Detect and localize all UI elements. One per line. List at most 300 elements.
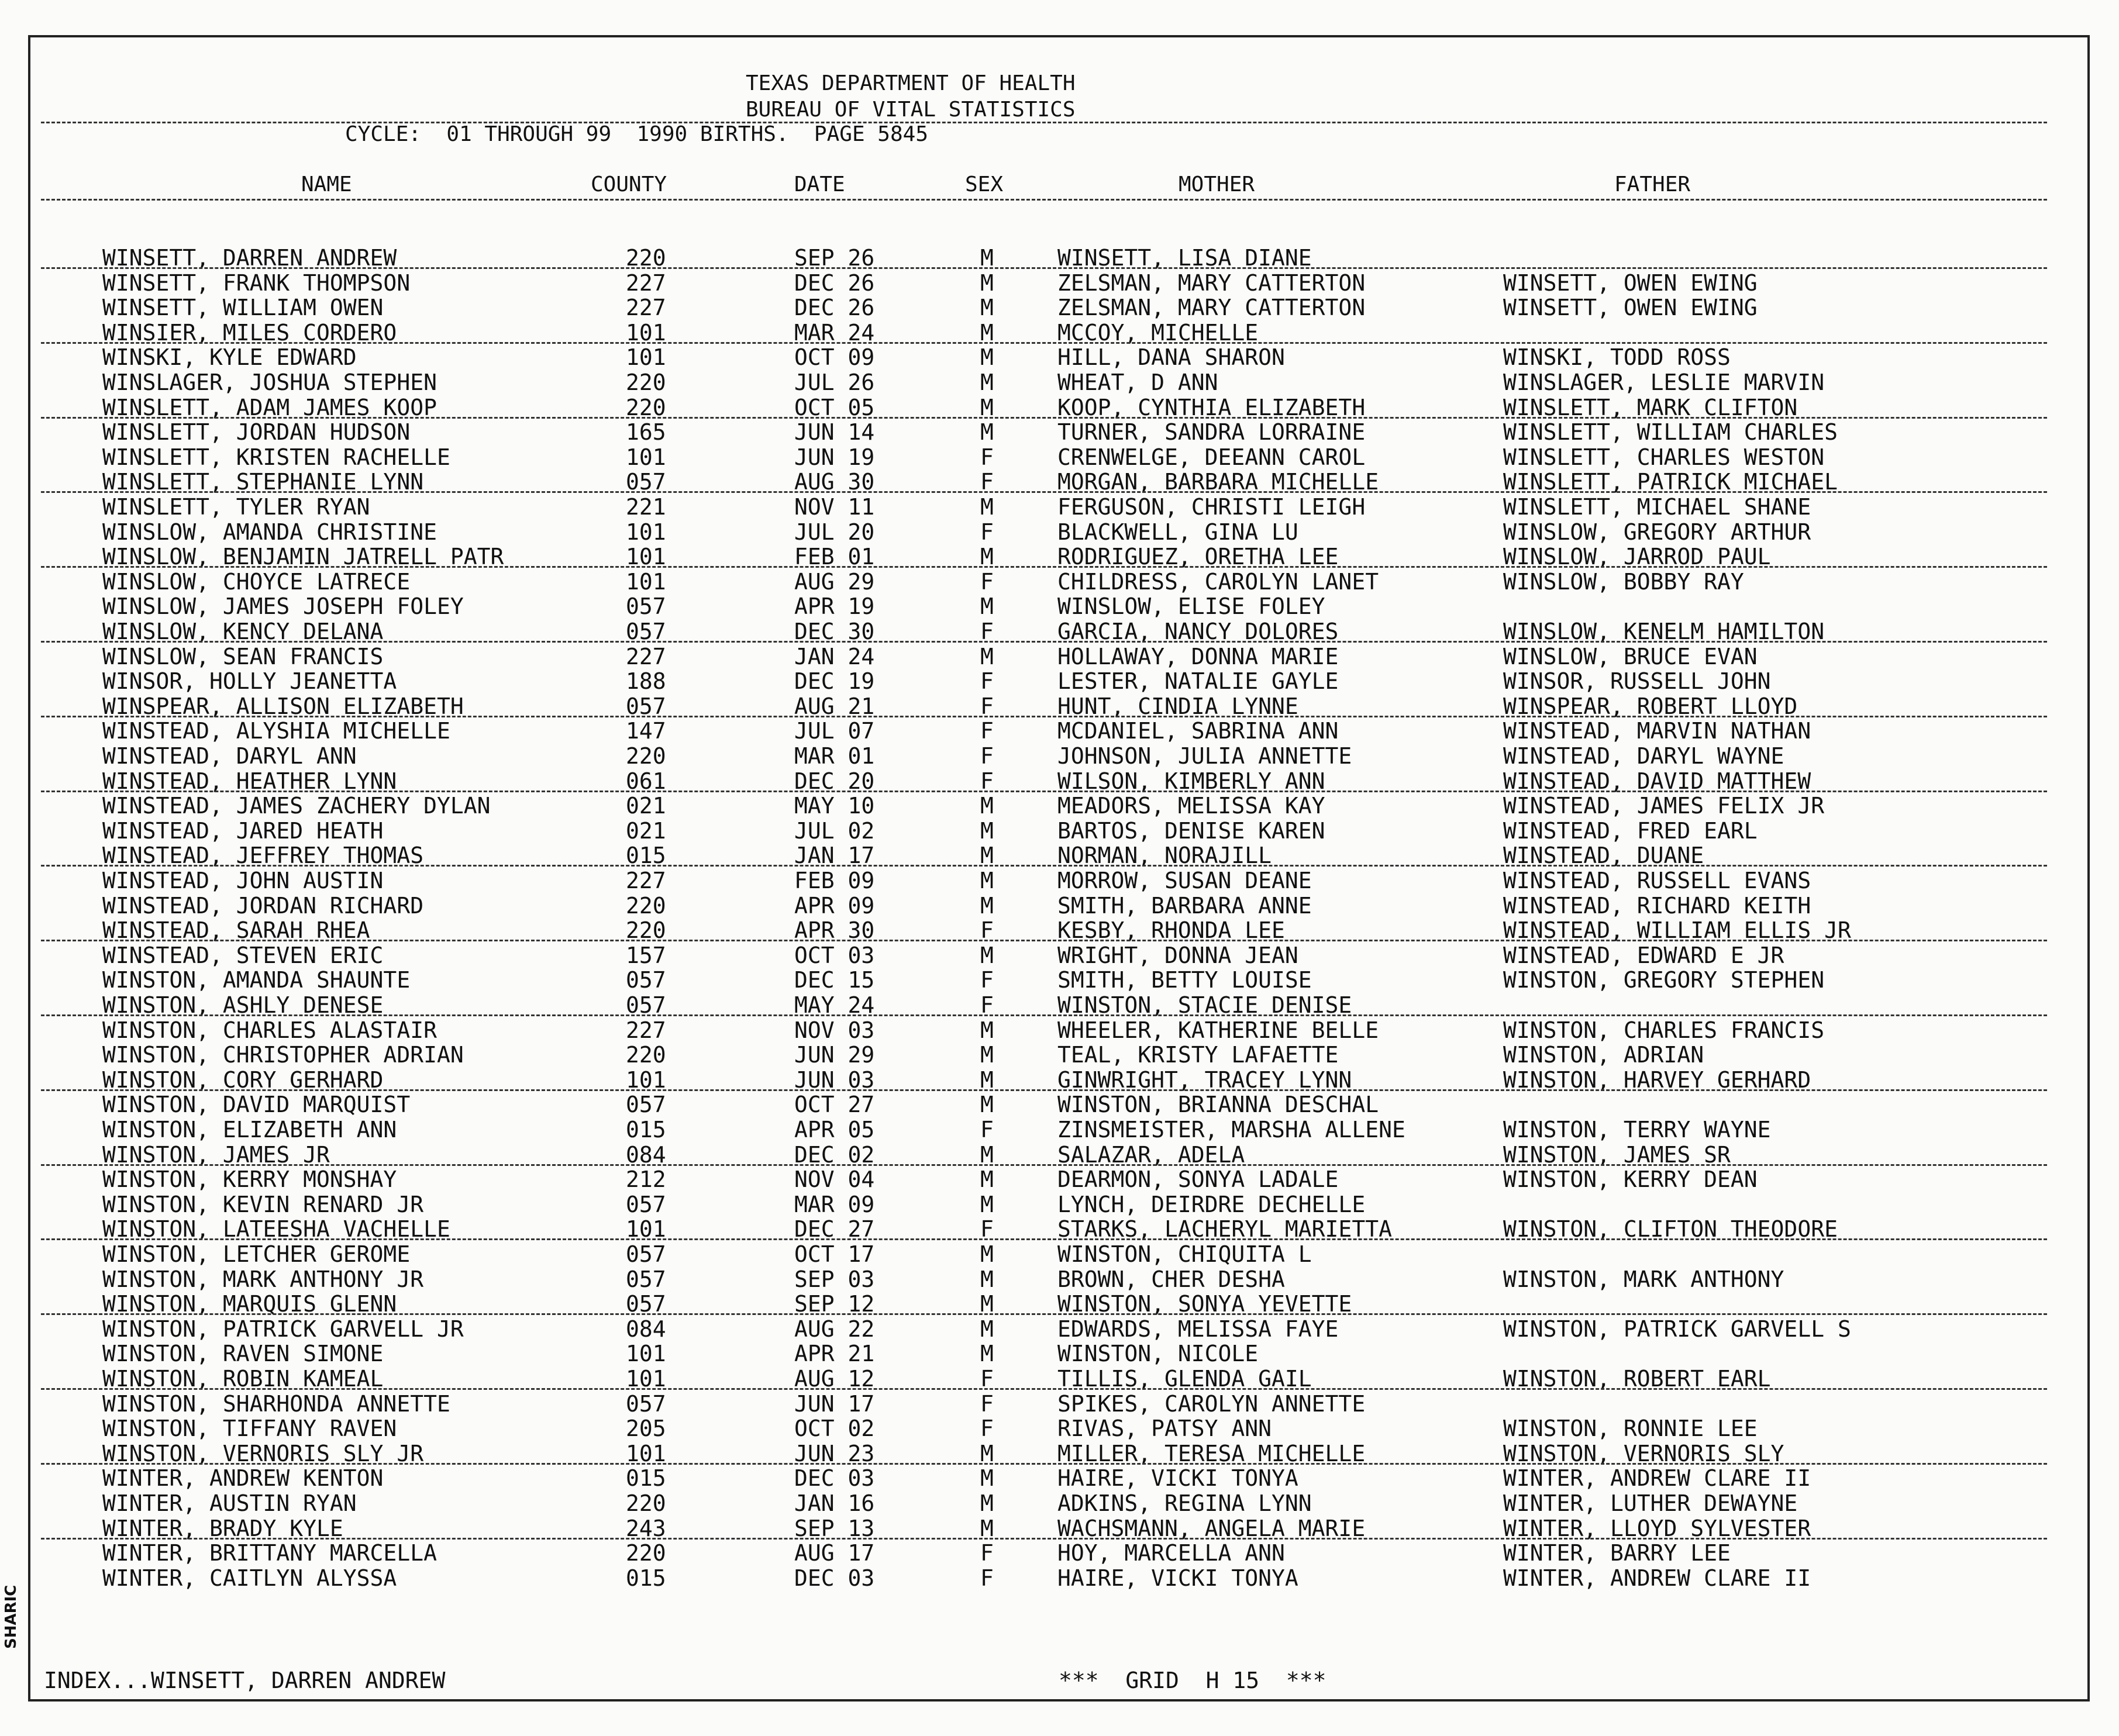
cell-date: DEC 03 <box>794 1465 875 1492</box>
cell-date: NOV 03 <box>794 1017 875 1043</box>
table-row <box>0 744 2119 768</box>
row-rule <box>41 641 2047 643</box>
table-row <box>0 1068 2119 1092</box>
cell-name: WINSOR, HOLLY JEANETTA <box>102 668 397 695</box>
table-row <box>0 1491 2119 1516</box>
cell-sex: M <box>980 868 994 893</box>
cell-sex: M <box>980 817 994 844</box>
table-row <box>0 395 2119 420</box>
cell-name: WINSTON, DAVID MARQUIST <box>102 1092 411 1118</box>
cell-mother: ADKINS, REGINA LYNN <box>1057 1490 1312 1516</box>
cell-date: JUN 23 <box>794 1440 875 1466</box>
cell-date: MAR 24 <box>794 319 875 346</box>
cell-sex: F <box>980 967 994 993</box>
cell-date: DEC 20 <box>794 768 875 794</box>
cell-father: WINSLETT, CHARLES WESTON <box>1503 444 1825 470</box>
cell-county: 057 <box>626 619 666 644</box>
table-row <box>0 1217 2119 1241</box>
cell-sex: M <box>980 892 994 919</box>
cell-date: JAN 17 <box>794 843 875 869</box>
cell-mother: WINSETT, LISA DIANE <box>1057 245 1312 271</box>
cell-county: 227 <box>626 270 666 296</box>
table-row <box>0 1043 2119 1067</box>
cell-county: 057 <box>626 593 666 620</box>
cell-county: 220 <box>626 1042 666 1068</box>
column-header-sex: SEX <box>965 172 1004 196</box>
row-rule <box>41 417 2047 419</box>
cell-name: WINTER, ANDREW KENTON <box>102 1465 384 1492</box>
cell-date: APR 19 <box>794 593 875 620</box>
cell-county: 220 <box>626 917 666 944</box>
table-row <box>0 868 2119 893</box>
cell-father: WINSTEAD, FRED EARL <box>1503 817 1758 844</box>
cell-sex: M <box>980 319 994 346</box>
table-row <box>0 445 2119 470</box>
cell-name: WINSTON, PATRICK GARVELL JR <box>102 1316 464 1342</box>
cell-name: WINSLETT, STEPHANIE LYNN <box>102 469 424 495</box>
table-row <box>0 1117 2119 1142</box>
cell-father: WINSLETT, PATRICK MICHAEL <box>1503 469 1838 495</box>
cell-mother: ZELSMAN, MARY CATTERTON <box>1057 270 1366 296</box>
cell-date: JAN 24 <box>794 643 875 669</box>
cell-name: WINSTON, MARK ANTHONY JR <box>102 1266 424 1292</box>
cell-name: WINSETT, FRANK THOMPSON <box>102 270 411 296</box>
cell-mother: MCDANIEL, SABRINA ANN <box>1057 718 1339 744</box>
cell-father: WINSTEAD, WILLIAM ELLIS JR <box>1503 917 1851 944</box>
cell-mother: SMITH, BARBARA ANNE <box>1057 892 1312 919</box>
cell-sex: M <box>980 295 994 321</box>
row-rule <box>41 1538 2047 1540</box>
table-row <box>0 495 2119 519</box>
cell-sex: M <box>980 370 994 395</box>
cell-sex: M <box>980 1017 994 1043</box>
cell-mother: KOOP, CYNTHIA ELIZABETH <box>1057 394 1366 420</box>
cell-name: WINSTON, LETCHER GEROME <box>102 1241 411 1267</box>
cell-mother: ZELSMAN, MARY CATTERTON <box>1057 295 1366 321</box>
row-rule <box>41 1313 2047 1315</box>
cell-date: DEC 02 <box>794 1141 875 1168</box>
cell-sex: M <box>980 1490 994 1516</box>
cell-county: 057 <box>626 469 666 495</box>
cell-name: WINSLOW, SEAN FRANCIS <box>102 643 384 669</box>
table-row <box>0 1366 2119 1391</box>
table-row <box>0 520 2119 544</box>
cell-father: WINTER, LUTHER DEWAYNE <box>1503 1490 1798 1516</box>
cell-father: WINSTON, VERNORIS SLY <box>1503 1440 1784 1466</box>
cell-sex: M <box>980 1465 994 1492</box>
row-rule <box>41 342 2047 344</box>
table-row <box>0 295 2119 320</box>
cell-sex: F <box>980 1366 994 1392</box>
cell-date: AUG 21 <box>794 693 875 719</box>
table-row <box>0 918 2119 943</box>
cell-mother: HAIRE, VICKI TONYA <box>1057 1565 1298 1591</box>
cell-date: APR 30 <box>794 917 875 944</box>
cell-name: WINSTEAD, STEVEN ERIC <box>102 942 384 968</box>
cell-mother: WACHSMANN, ANGELA MARIE <box>1057 1515 1366 1541</box>
cell-sex: M <box>980 1316 994 1342</box>
cell-county: 015 <box>626 1465 666 1492</box>
row-rule <box>41 940 2047 941</box>
cell-name: WINTER, BRADY KYLE <box>102 1515 343 1541</box>
cell-mother: WILSON, KIMBERLY ANN <box>1057 768 1325 794</box>
cell-name: WINSTON, SHARHONDA ANNETTE <box>102 1390 450 1417</box>
cell-name: WINSTON, ELIZABETH ANN <box>102 1117 397 1143</box>
cell-county: 057 <box>626 1241 666 1267</box>
cell-county: 220 <box>626 394 666 420</box>
cell-father: WINSTEAD, JAMES FELIX JR <box>1503 793 1825 819</box>
cell-sex: M <box>980 942 994 968</box>
cell-date: FEB 01 <box>794 544 875 570</box>
cell-county: 165 <box>626 419 666 446</box>
table-row <box>0 669 2119 693</box>
cell-county: 220 <box>626 245 666 271</box>
cell-date: MAY 10 <box>794 793 875 819</box>
cell-name: WINSTEAD, ALYSHIA MICHELLE <box>102 718 450 744</box>
cell-date: SEP 26 <box>794 245 875 271</box>
cell-date: MAR 09 <box>794 1191 875 1217</box>
table-row <box>0 1541 2119 1565</box>
cell-county: 188 <box>626 668 666 695</box>
cell-father: WINSTEAD, EDWARD E JR <box>1503 942 1784 968</box>
table-row <box>0 694 2119 719</box>
cell-name: WINSTON, TIFFANY RAVEN <box>102 1416 397 1442</box>
table-row <box>0 619 2119 644</box>
cell-mother: HAIRE, VICKI TONYA <box>1057 1465 1298 1492</box>
table-row <box>0 943 2119 968</box>
table-row <box>0 1516 2119 1541</box>
cell-county: 015 <box>626 1565 666 1591</box>
cell-father: WINSLAGER, LESLIE MARVIN <box>1503 370 1825 395</box>
cell-county: 205 <box>626 1416 666 1442</box>
cell-sex: F <box>980 1216 994 1243</box>
cell-mother: FERGUSON, CHRISTI LEIGH <box>1057 494 1366 520</box>
column-header-date: DATE <box>794 172 845 196</box>
cell-father: WINSETT, OWEN EWING <box>1503 270 1758 296</box>
cell-name: WINSTEAD, JAMES ZACHERY DYLAN <box>102 793 491 819</box>
cell-name: WINSTON, JAMES JR <box>102 1141 330 1168</box>
table-row <box>0 1018 2119 1043</box>
cell-date: DEC 26 <box>794 295 875 321</box>
cell-county: 084 <box>626 1316 666 1342</box>
cell-date: APR 21 <box>794 1341 875 1367</box>
side-label: SHARIC <box>2 1585 20 1649</box>
cell-sex: M <box>980 1515 994 1541</box>
cell-mother: TEAL, KRISTY LAFAETTE <box>1057 1042 1339 1068</box>
cell-sex: M <box>980 1067 994 1093</box>
row-rule <box>41 1089 2047 1091</box>
cell-sex: F <box>980 693 994 719</box>
cell-name: WINTER, CAITLYN ALYSSA <box>102 1565 397 1591</box>
cell-mother: MORGAN, BARBARA MICHELLE <box>1057 469 1379 495</box>
cell-name: WINSLOW, KENCY DELANA <box>102 619 384 644</box>
cell-name: WINSLOW, JAMES JOSEPH FOLEY <box>102 593 464 620</box>
cell-date: JUN 19 <box>794 444 875 470</box>
cell-name: WINSETT, DARREN ANDREW <box>102 245 397 271</box>
cell-date: OCT 17 <box>794 1241 875 1267</box>
cell-father: WINSTEAD, DARYL WAYNE <box>1503 743 1784 769</box>
cell-date: AUG 29 <box>794 568 875 595</box>
cell-sex: F <box>980 1565 994 1591</box>
cell-sex: F <box>980 1117 994 1143</box>
cell-sex: F <box>980 568 994 595</box>
cell-name: WINSTEAD, JARED HEATH <box>102 817 384 844</box>
cell-mother: WHEAT, D ANN <box>1057 370 1218 395</box>
cell-county: 220 <box>626 1490 666 1516</box>
table-row <box>0 1267 2119 1292</box>
cell-date: OCT 27 <box>794 1092 875 1118</box>
cell-date: DEC 19 <box>794 668 875 695</box>
cell-sex: F <box>980 1390 994 1417</box>
cell-county: 227 <box>626 643 666 669</box>
cell-date: JUL 20 <box>794 519 875 545</box>
table-row <box>0 1317 2119 1341</box>
cell-county: 220 <box>626 743 666 769</box>
cell-date: AUG 12 <box>794 1366 875 1392</box>
cell-sex: F <box>980 718 994 744</box>
cell-county: 101 <box>626 1216 666 1243</box>
cell-name: WINSKI, KYLE EDWARD <box>102 344 357 371</box>
cell-name: WINSLETT, JORDAN HUDSON <box>102 419 411 446</box>
cell-father: WINSPEAR, ROBERT LLOYD <box>1503 693 1798 719</box>
cell-county: 084 <box>626 1141 666 1168</box>
cell-father: WINSTON, GREGORY STEPHEN <box>1503 967 1825 993</box>
row-rule <box>41 1388 2047 1390</box>
cell-mother: TURNER, SANDRA LORRAINE <box>1057 419 1366 446</box>
cell-name: WINSTON, ASHLY DENESE <box>102 992 384 1018</box>
table-row <box>0 1242 2119 1266</box>
table-row <box>0 594 2119 619</box>
cell-name: WINSTON, CORY GERHARD <box>102 1067 384 1093</box>
cell-county: 021 <box>626 793 666 819</box>
cell-county: 057 <box>626 693 666 719</box>
cell-sex: F <box>980 1540 994 1566</box>
cell-mother: WHEELER, KATHERINE BELLE <box>1057 1017 1379 1043</box>
table-row <box>0 893 2119 918</box>
cell-county: 101 <box>626 319 666 346</box>
cell-sex: M <box>980 1291 994 1317</box>
cell-mother: HOLLAWAY, DONNA MARIE <box>1057 643 1339 669</box>
row-rule <box>41 491 2047 493</box>
cell-county: 057 <box>626 992 666 1018</box>
cell-father: WINSLOW, BOBBY RAY <box>1503 568 1744 595</box>
cell-date: DEC 15 <box>794 967 875 993</box>
cell-father: WINSTEAD, MARVIN NATHAN <box>1503 718 1811 744</box>
cell-father: WINTER, ANDREW CLARE II <box>1503 1465 1811 1492</box>
cell-date: APR 09 <box>794 892 875 919</box>
cell-sex: M <box>980 793 994 819</box>
cell-county: 101 <box>626 1067 666 1093</box>
cell-mother: DEARMON, SONYA LADALE <box>1057 1166 1339 1193</box>
cell-county: 212 <box>626 1166 666 1193</box>
cell-name: WINSTON, KEVIN RENARD JR <box>102 1191 424 1217</box>
column-header-county: COUNTY <box>591 172 667 196</box>
cell-name: WINSTON, LATEESHA VACHELLE <box>102 1216 450 1243</box>
table-row <box>0 246 2119 270</box>
cell-county: 147 <box>626 718 666 744</box>
cell-county: 101 <box>626 444 666 470</box>
cell-date: AUG 30 <box>794 469 875 495</box>
cell-name: WINSTEAD, DARYL ANN <box>102 743 357 769</box>
cell-father: WINTER, BARRY LEE <box>1503 1540 1731 1566</box>
cell-mother: TILLIS, GLENDA GAIL <box>1057 1366 1312 1392</box>
cell-sex: M <box>980 245 994 271</box>
cell-father: WINSTEAD, DUANE <box>1503 843 1704 869</box>
cell-name: WINSTON, AMANDA SHAUNTE <box>102 967 411 993</box>
index-line: INDEX...WINSETT, DARREN ANDREW <box>44 1668 446 1693</box>
cell-date: JUN 03 <box>794 1067 875 1093</box>
cell-father: WINSOR, RUSSELL JOHN <box>1503 668 1771 695</box>
cell-father: WINTER, LLOYD SYLVESTER <box>1503 1515 1811 1541</box>
cell-sex: M <box>980 544 994 570</box>
cell-father: WINSKI, TODD ROSS <box>1503 344 1731 371</box>
cell-name: WINSLOW, CHOYCE LATRECE <box>102 568 411 595</box>
cell-father: WINSTON, PATRICK GARVELL S <box>1503 1316 1851 1342</box>
cell-mother: LESTER, NATALIE GAYLE <box>1057 668 1339 695</box>
cell-name: WINSLETT, KRISTEN RACHELLE <box>102 444 450 470</box>
table-row <box>0 1566 2119 1590</box>
cell-name: WINSTON, KERRY MONSHAY <box>102 1166 397 1193</box>
cell-father: WINSTON, RONNIE LEE <box>1503 1416 1758 1442</box>
cell-date: JUL 07 <box>794 718 875 744</box>
cell-father: WINSETT, OWEN EWING <box>1503 295 1758 321</box>
cell-county: 101 <box>626 519 666 545</box>
cell-father: WINSLOW, GREGORY ARTHUR <box>1503 519 1811 545</box>
grid-reference: *** GRID H 15 *** <box>1059 1668 1326 1693</box>
cell-county: 101 <box>626 1440 666 1466</box>
cell-county: 101 <box>626 1366 666 1392</box>
cell-county: 157 <box>626 942 666 968</box>
cell-mother: WINSTON, NICOLE <box>1057 1341 1259 1367</box>
table-row <box>0 644 2119 669</box>
cell-county: 015 <box>626 1117 666 1143</box>
cell-date: JUN 29 <box>794 1042 875 1068</box>
cell-county: 220 <box>626 892 666 919</box>
cell-county: 101 <box>626 1341 666 1367</box>
cell-date: AUG 17 <box>794 1540 875 1566</box>
cell-sex: M <box>980 1241 994 1267</box>
table-row <box>0 1466 2119 1490</box>
cell-sex: M <box>980 1042 994 1068</box>
row-rule <box>41 1014 2047 1016</box>
table-row <box>0 271 2119 295</box>
table-row <box>0 345 2119 370</box>
cycle-line: CYCLE: 01 THROUGH 99 1990 BIRTHS. PAGE 5845 <box>345 122 928 146</box>
cell-county: 227 <box>626 1017 666 1043</box>
cell-sex: F <box>980 469 994 495</box>
cell-date: AUG 22 <box>794 1316 875 1342</box>
cell-sex: M <box>980 1166 994 1193</box>
table-row <box>0 420 2119 444</box>
row-rule <box>41 716 2047 717</box>
cell-sex: F <box>980 619 994 644</box>
cell-name: WINSTON, RAVEN SIMONE <box>102 1341 384 1367</box>
cell-father: WINSTEAD, DAVID MATTHEW <box>1503 768 1811 794</box>
cell-name: WINSTEAD, JORDAN RICHARD <box>102 892 424 919</box>
cell-mother: SPIKES, CAROLYN ANNETTE <box>1057 1390 1366 1417</box>
cell-name: WINSLAGER, JOSHUA STEPHEN <box>102 370 437 395</box>
table-row <box>0 470 2119 494</box>
cell-name: WINSPEAR, ALLISON ELIZABETH <box>102 693 464 719</box>
cell-father: WINSTEAD, RICHARD KEITH <box>1503 892 1811 919</box>
cell-date: MAR 01 <box>794 743 875 769</box>
row-rule <box>41 865 2047 867</box>
cell-sex: M <box>980 270 994 296</box>
cell-mother: WINSTON, BRIANNA DESCHAL <box>1057 1092 1379 1118</box>
cell-father: WINSLETT, WILLIAM CHARLES <box>1503 419 1838 446</box>
cell-name: WINSLETT, TYLER RYAN <box>102 494 370 520</box>
cell-mother: MEADORS, MELISSA KAY <box>1057 793 1325 819</box>
cell-sex: F <box>980 917 994 944</box>
table-row <box>0 1416 2119 1441</box>
cell-name: WINSLOW, AMANDA CHRISTINE <box>102 519 437 545</box>
cell-mother: WINSTON, SONYA YEVETTE <box>1057 1291 1352 1317</box>
cell-mother: EDWARDS, MELISSA FAYE <box>1057 1316 1339 1342</box>
cell-mother: LYNCH, DEIRDRE DECHELLE <box>1057 1191 1366 1217</box>
cell-mother: BARTOS, DENISE KAREN <box>1057 817 1325 844</box>
cell-date: DEC 03 <box>794 1565 875 1591</box>
cell-father: WINSTON, ADRIAN <box>1503 1042 1704 1068</box>
cell-date: NOV 04 <box>794 1166 875 1193</box>
cell-sex: M <box>980 344 994 371</box>
cell-mother: WINSTON, CHIQUITA L <box>1057 1241 1312 1267</box>
cell-father: WINTER, ANDREW CLARE II <box>1503 1565 1811 1591</box>
table-row <box>0 1292 2119 1316</box>
table-row <box>0 1341 2119 1366</box>
cell-county: 057 <box>626 967 666 993</box>
cell-mother: SALAZAR, ADELA <box>1057 1141 1245 1168</box>
cell-date: SEP 13 <box>794 1515 875 1541</box>
cell-sex: M <box>980 494 994 520</box>
cell-county: 243 <box>626 1515 666 1541</box>
cell-date: MAY 24 <box>794 992 875 1018</box>
cell-date: JUL 26 <box>794 370 875 395</box>
cell-mother: RODRIGUEZ, ORETHA LEE <box>1057 544 1339 570</box>
row-rule <box>41 1463 2047 1465</box>
cell-date: OCT 09 <box>794 344 875 371</box>
cell-mother: CRENWELGE, DEEANN CAROL <box>1057 444 1366 470</box>
cell-mother: RIVAS, PATSY ANN <box>1057 1416 1272 1442</box>
cell-mother: MORROW, SUSAN DEANE <box>1057 868 1312 893</box>
table-row <box>0 843 2119 868</box>
table-row <box>0 769 2119 793</box>
cell-father: WINSTON, KERRY DEAN <box>1503 1166 1758 1193</box>
column-header-mother: MOTHER <box>1179 172 1255 196</box>
cell-sex: F <box>980 668 994 695</box>
cell-mother: NORMAN, NORAJILL <box>1057 843 1272 869</box>
cell-sex: M <box>980 419 994 446</box>
cell-county: 015 <box>626 843 666 869</box>
cell-sex: F <box>980 992 994 1018</box>
table-row <box>0 1143 2119 1167</box>
cell-county: 101 <box>626 568 666 595</box>
cell-date: DEC 30 <box>794 619 875 644</box>
cell-name: WINSTON, MARQUIS GLENN <box>102 1291 397 1317</box>
cell-sex: F <box>980 444 994 470</box>
cell-county: 227 <box>626 295 666 321</box>
cell-name: WINSIER, MILES CORDERO <box>102 319 397 346</box>
table-row <box>0 993 2119 1017</box>
cell-sex: F <box>980 743 994 769</box>
cell-father: WINSTON, MARK ANTHONY <box>1503 1266 1784 1292</box>
cell-date: JUN 14 <box>794 419 875 446</box>
cell-sex: F <box>980 768 994 794</box>
table-row <box>0 819 2119 843</box>
table-row <box>0 1192 2119 1217</box>
row-rule <box>41 1164 2047 1166</box>
cell-sex: M <box>980 643 994 669</box>
cell-sex: F <box>980 519 994 545</box>
